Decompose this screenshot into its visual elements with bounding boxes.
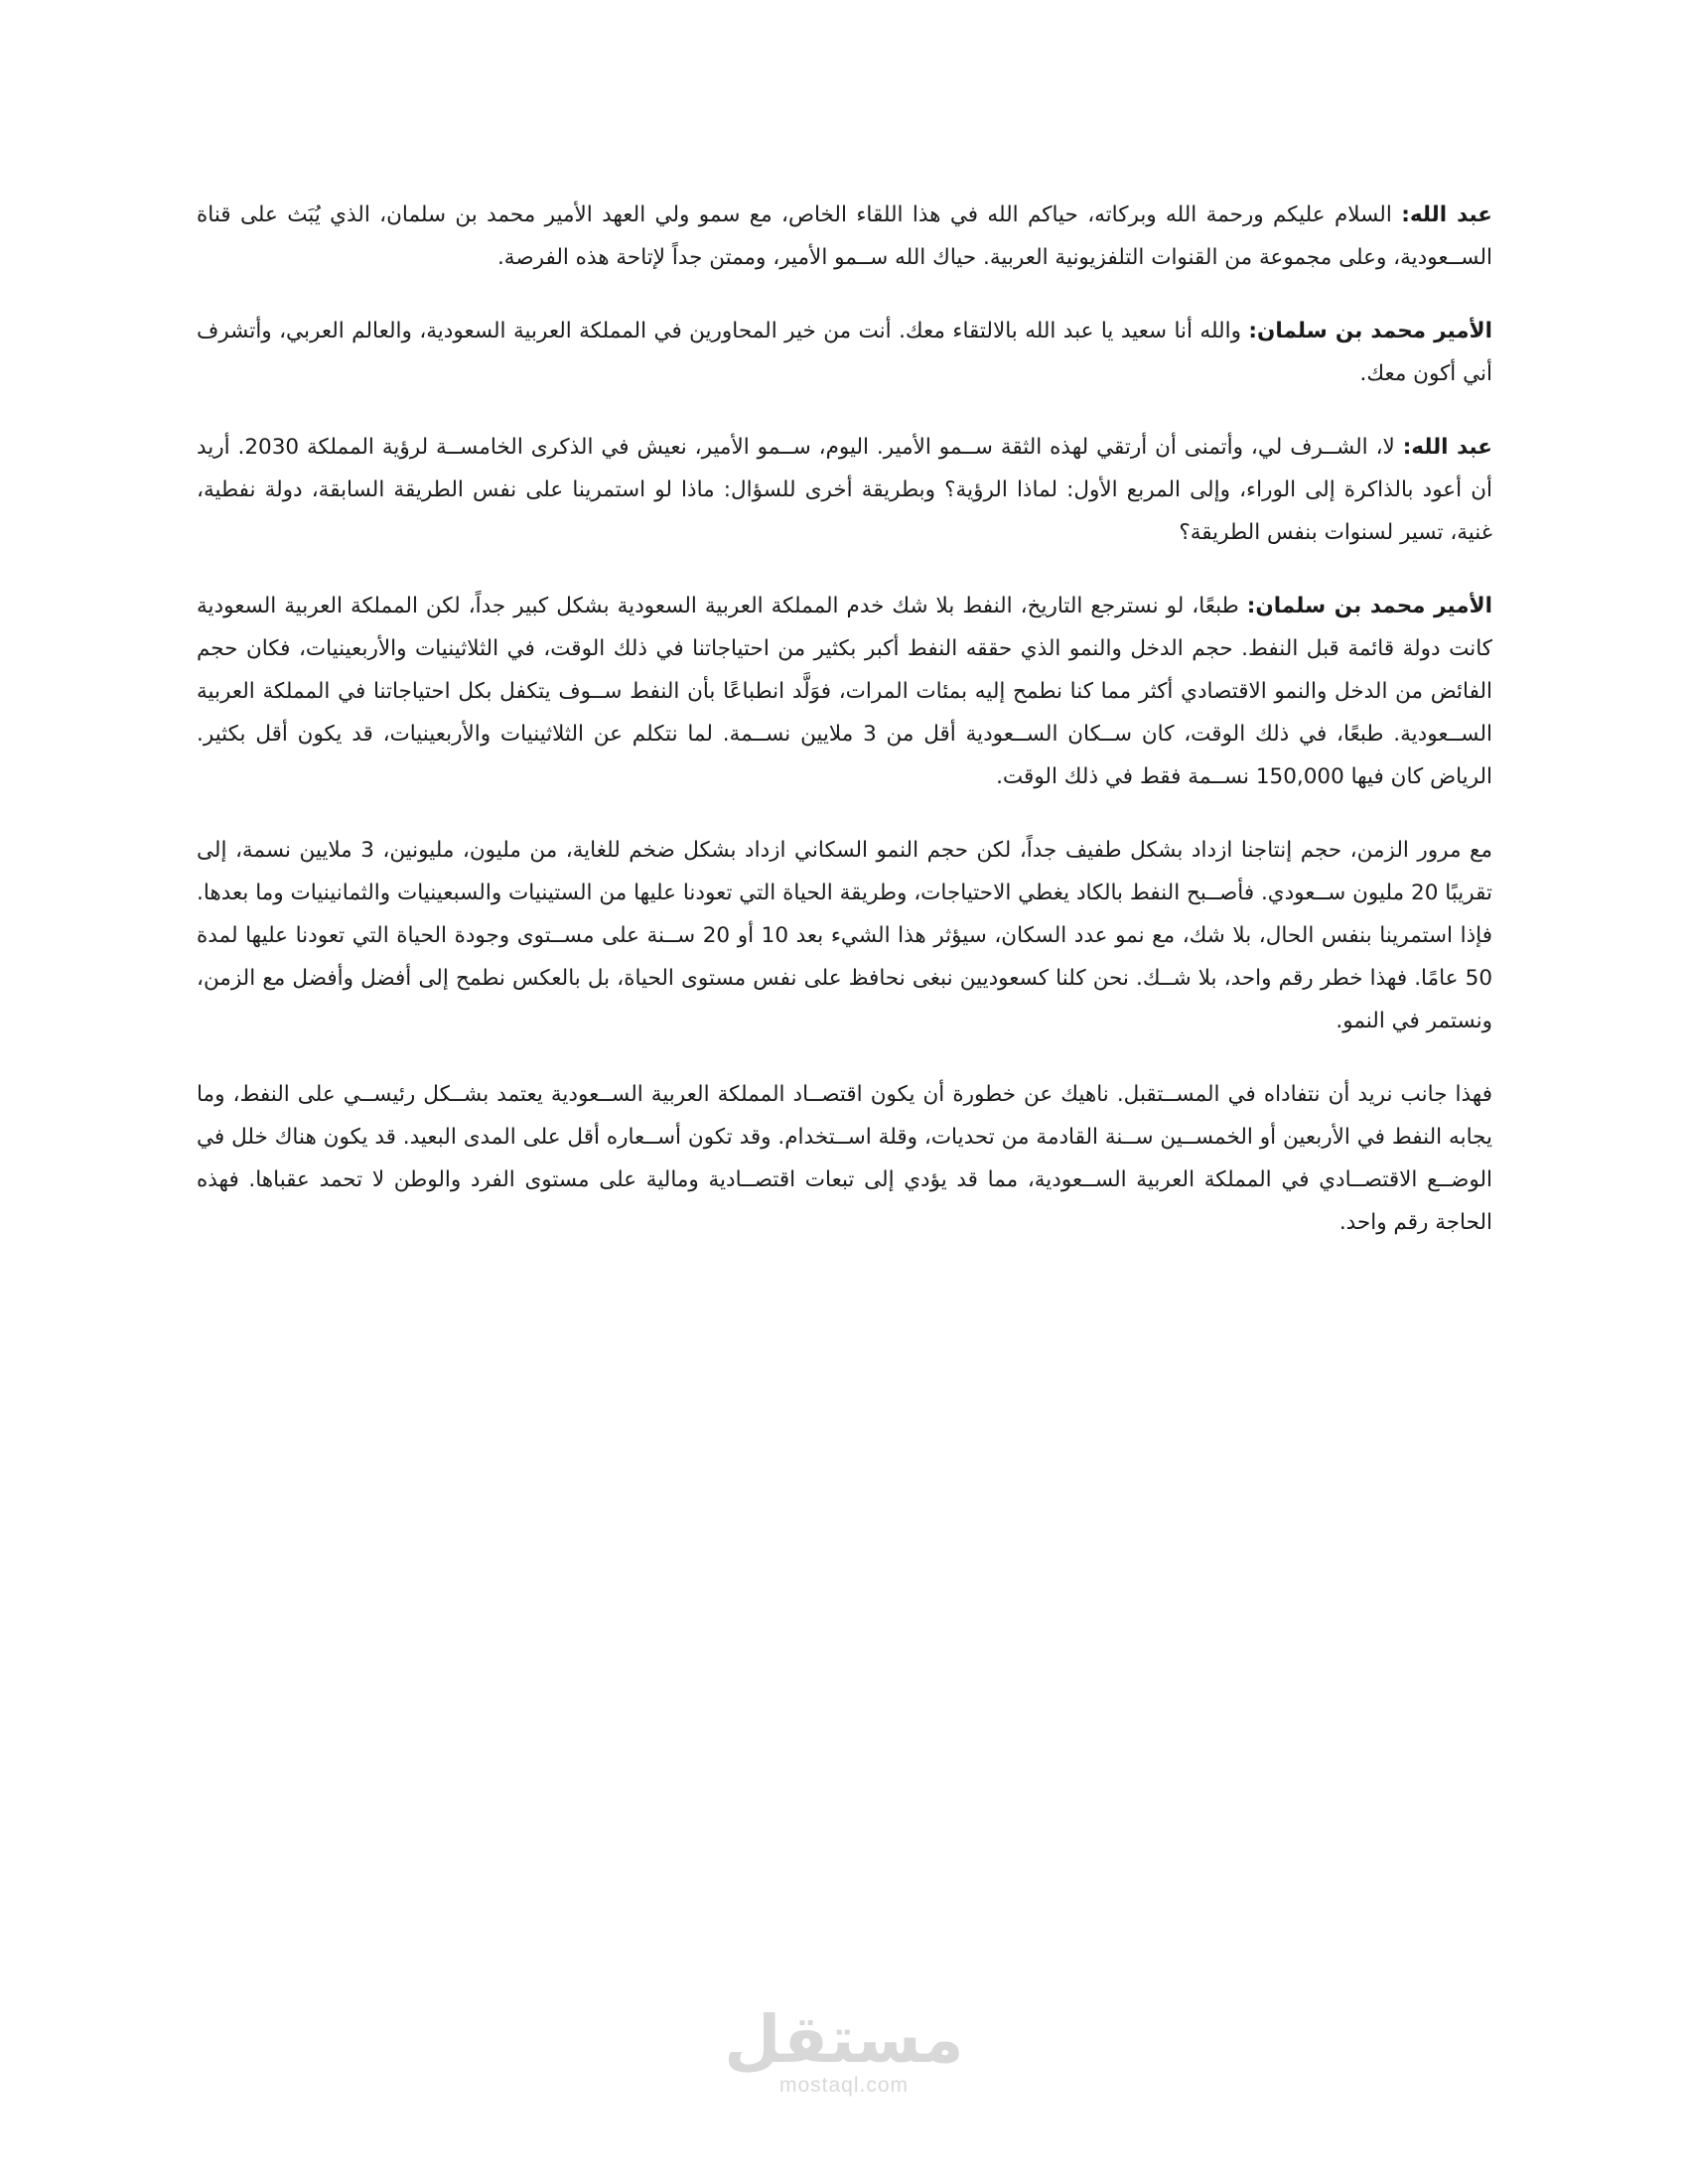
paragraph-1 xyxy=(197,194,1492,279)
speaker-label: عبد الله: xyxy=(1401,203,1492,227)
paragraph-2 xyxy=(197,310,1492,395)
speaker-label: الأمير محمد بن سلمان: xyxy=(1248,319,1492,343)
paragraph-text: مع مرور الزمن، حجم إنتاجنا ازداد بشكل طفيف جداً، لكن حجم النمو السكاني ازداد بشكل ضخم للغاية، من مليون، مليونين، 3 ملايين نسمة، إلى تقريبًا 20 مليون ســعودي. فأصــبح النفط بالكاد يغطي الاحتياجات، وطريقة الحياة التي تعودنا عليها من الستينيات والسبعينيات والثمانينيات وما بعدها. فإذا استمرينا بنفس الحال، بلا شك، مع نمو عدد السكان، سيؤثر هذا الشيء بعد 10 أو 20 ســنة على مســتوى وجودة الحياة التي تعودنا عليها لمدة 50 عامًا. فهذا خطر رقم واحد، بلا شــك. نحن كلنا كسعوديين نبغى نحافظ على نفس مستوى الحياة، بل بالعكس نطمح إلى أفضل وأفضل مع الزمن، ونستمر في النمو. xyxy=(197,838,1492,1033)
document-body xyxy=(197,194,1492,1275)
paragraph-text: السلام عليكم ورحمة الله وبركاته، حياكم الله في هذا اللقاء الخاص، مع سمو ولي العهد الأمير محمد بن سلمان، الذي يُبَث على قناة الســعودية، وعلى مجموعة من القنوات التلفزيونية العربية. حياك الله ســمو الأمير، وممتن جداً لإتاحة هذه الفرصة. xyxy=(197,203,1492,270)
mostaql-watermark xyxy=(715,2001,973,2097)
paragraph-5 xyxy=(197,829,1492,1042)
speaker-label: عبد الله: xyxy=(1402,435,1492,460)
paragraph-text: لا، الشــرف لي، وأتمنى أن أرتقي لهذه الثقة ســمو الأمير. اليوم، ســمو الأمير، نعيش في الذكرى الخامســة لرؤية المملكة 2030. أريد أن أعود بالذاكرة إلى الوراء، وإلى المربع الأول: لماذا الرؤية؟ وبطريقة أخرى للسؤال: ماذا لو استمرينا على نفس الطريقة السابقة، دولة نفطية، غنية، تسير لسنوات بنفس الطريقة؟ xyxy=(197,435,1492,545)
speaker-label: الأمير محمد بن سلمان: xyxy=(1246,594,1492,618)
paragraph-6 xyxy=(197,1073,1492,1244)
paragraph-text: طبعًا، لو نسترجع التاريخ، النفط بلا شك خدم المملكة العربية السعودية بشكل كبير جداً، لكن المملكة العربية السعودية كانت دولة قائمة قبل النفط. حجم الدخل والنمو الذي حققه النفط أكبر بكثير من احتياجاتنا في ذلك الوقت، في الثلاثينيات والأربعينيات، فكان حجم الفائض من الدخل والنمو الاقتصادي أكثر مما كنا نطمح إليه بمئات المرات، فوَلَّد انطباعًا بأن النفط ســوف يتكفل بكل احتياجاتنا في المملكة العربية الســعودية. طبعًا، في ذلك الوقت، كان ســكان الســعودية أقل من 3 ملايين نســمة. لما نتكلم عن الثلاثينيات والأربعينيات، قد يكون أقل بكثير. الرياض كان فيها 150,000 نســمة فقط في ذلك الوقت. xyxy=(197,594,1493,789)
watermark-url: mostaql.com xyxy=(778,2074,910,2097)
paragraph-4 xyxy=(197,585,1492,798)
paragraph-3 xyxy=(197,426,1492,554)
paragraph-text: والله أنا سعيد يا عبد الله بالالتقاء معك. أنت من خير المحاورين في المملكة العربية السعودية، والعالم العربي، وأتشرف أني أكون معك. xyxy=(197,319,1492,386)
watermark-logo: مستقل xyxy=(724,2001,964,2078)
paragraph-text: فهذا جانب نريد أن نتفاداه في المســتقبل. ناهيك عن خطورة أن يكون اقتصــاد المملكة العربية الســعودية يعتمد بشــكل رئيســي على النفط، وما يجابه النفط في الأربعين أو الخمســين ســنة القادمة من تحديات، وقلة اســتخدام. وقد تكون أســعاره أقل على المدى البعيد. قد يكون هناك خلل في الوضــع الاقتصــادي في المملكة العربية الســعودية، مما قد يؤدي إلى تبعات اقتصــادية ومالية على مستوى الفرد والوطن لا تحمد عقباها. فهذه الحاجة رقم واحد. xyxy=(197,1082,1492,1235)
